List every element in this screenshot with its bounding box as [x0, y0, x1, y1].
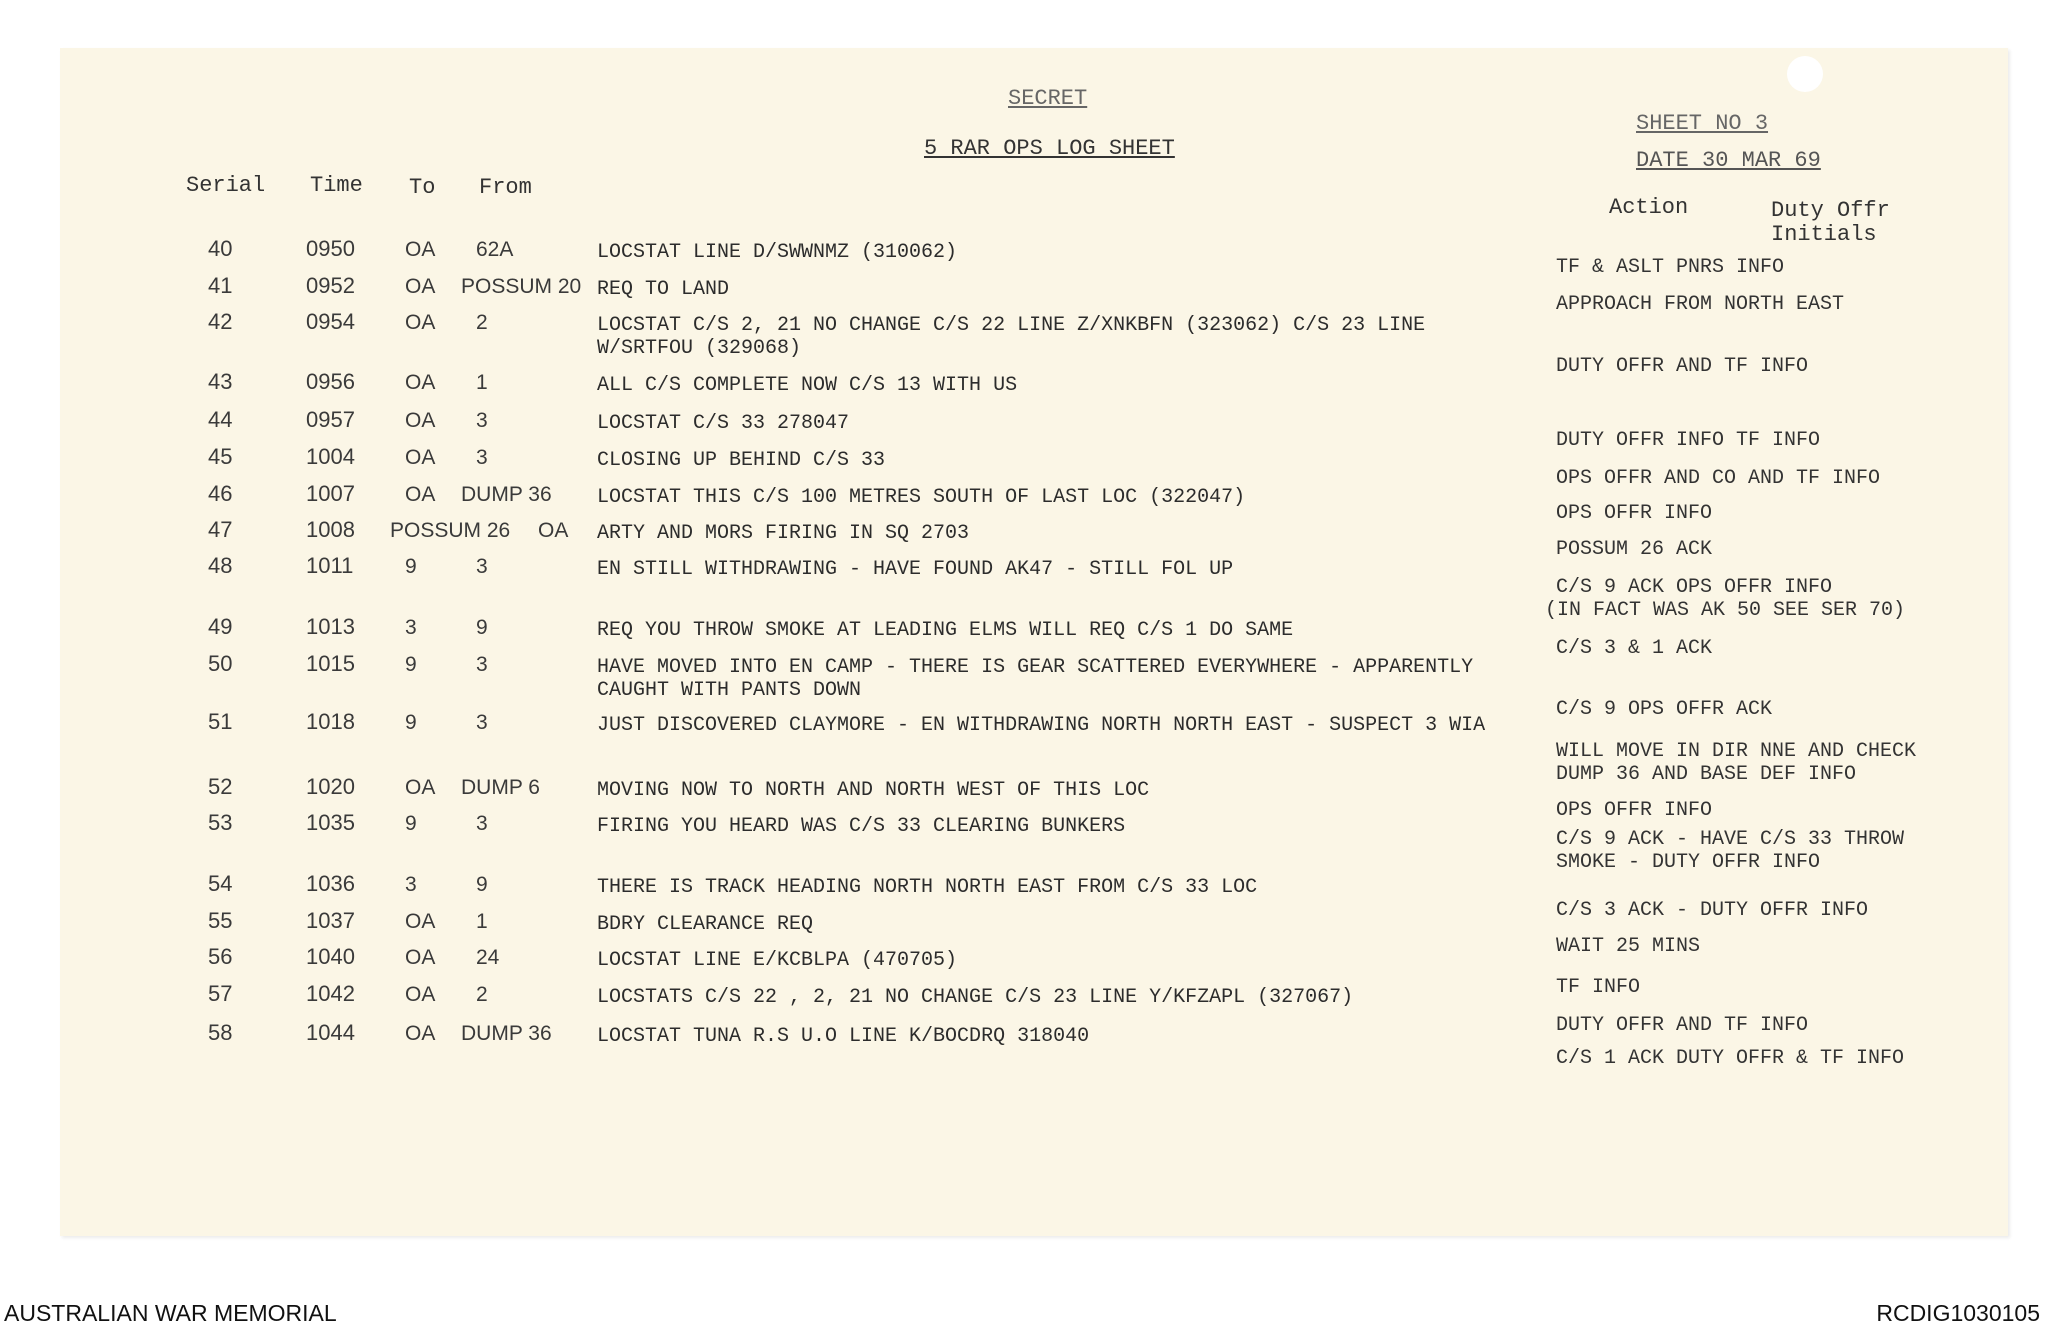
entry-action: DUTY OFFR AND TF INFO	[1556, 1014, 1809, 1037]
entry-action: C/S 9 OPS OFFR ACK	[1556, 698, 1773, 721]
entry-serial: 51	[208, 709, 233, 734]
entry-from: 3	[476, 446, 488, 469]
entry-serial: 53	[208, 810, 233, 835]
entry-time: 1037	[306, 908, 355, 933]
entry-time: 1008	[306, 517, 355, 542]
entry-message: JUST DISCOVERED CLAYMORE - EN WITHDRAWING NORTH NORTH EAST - SUSPECT 3 WIA	[597, 714, 1486, 737]
entry-serial: 54	[208, 871, 233, 896]
column-header-serial: Serial	[186, 173, 266, 198]
punch-hole	[1787, 56, 1823, 92]
entry-serial: 47	[208, 517, 233, 542]
entry-serial: 58	[208, 1020, 233, 1045]
classification-heading: SECRET	[1008, 86, 1088, 111]
entry-to: 3	[405, 616, 417, 639]
entry-message: FIRING YOU HEARD WAS C/S 33 CLEARING BUNKERS	[597, 815, 1126, 838]
entry-action: C/S 1 ACK DUTY OFFR & TF INFO	[1556, 1047, 1905, 1070]
entry-message: REQ TO LAND	[597, 278, 730, 301]
entry-serial: 55	[208, 908, 233, 933]
entry-time: 1015	[306, 651, 355, 676]
entry-to: OA	[405, 1022, 436, 1045]
entry-time: 0950	[306, 236, 355, 261]
entry-from: 9	[476, 873, 488, 896]
entry-time: 0956	[306, 369, 355, 394]
entry-to: OA	[405, 946, 436, 969]
entry-serial: 43	[208, 369, 233, 394]
entry-action: C/S 3 & 1 ACK	[1556, 637, 1713, 660]
entry-from: 2	[476, 311, 488, 334]
entry-serial: 49	[208, 614, 233, 639]
entry-time: 1013	[306, 614, 355, 639]
footer-reference: RCDIG1030105	[1876, 1300, 2040, 1326]
entry-message: ARTY AND MORS FIRING IN SQ 2703	[597, 522, 970, 545]
entry-to: OA	[405, 371, 436, 394]
entry-from: 3	[476, 653, 488, 676]
entry-serial: 45	[208, 444, 233, 469]
entry-message: ALL C/S COMPLETE NOW C/S 13 WITH US	[597, 374, 1018, 397]
entry-from: DUMP 36	[461, 483, 552, 506]
entry-serial: 52	[208, 774, 233, 799]
entry-message: LOCSTAT TUNA R.S U.O LINE K/BOCDRQ 318040	[597, 1025, 1090, 1048]
entry-time: 0952	[306, 273, 355, 298]
document-title: 5 RAR OPS LOG SHEET	[924, 136, 1175, 161]
entry-time: 1040	[306, 944, 355, 969]
entry-from: DUMP 6	[461, 776, 540, 799]
entry-action: WAIT 25 MINS	[1556, 935, 1701, 958]
entry-action: WILL MOVE IN DIR NNE AND CHECK	[1556, 740, 1917, 763]
entry-serial: 44	[208, 407, 233, 432]
entry-from: 9	[476, 616, 488, 639]
entry-serial: 57	[208, 981, 233, 1006]
entry-from: 24	[476, 946, 500, 969]
entry-message: LOCSTAT C/S 33 278047	[597, 412, 850, 435]
entry-to: OA	[405, 238, 436, 261]
entry-action: DUTY OFFR INFO TF INFO	[1556, 429, 1821, 452]
entry-message: LOCSTAT THIS C/S 100 METRES SOUTH OF LAST LOC (322047)	[597, 486, 1246, 509]
entry-to: 9	[405, 555, 417, 578]
entry-message: CAUGHT WITH PANTS DOWN	[597, 679, 862, 702]
entry-action: APPROACH FROM NORTH EAST	[1556, 293, 1845, 316]
entry-message: MOVING NOW TO NORTH AND NORTH WEST OF THIS LOC	[597, 779, 1150, 802]
entry-action: (IN FACT WAS AK 50 SEE SER 70)	[1545, 599, 1906, 622]
entry-time: 1004	[306, 444, 355, 469]
entry-to: OA	[405, 910, 436, 933]
entry-from: 3	[476, 812, 488, 835]
entry-action: OPS OFFR INFO	[1556, 502, 1713, 525]
entry-message: W/SRTFOU (329068)	[597, 337, 802, 360]
entry-action: OPS OFFR AND CO AND TF INFO	[1556, 467, 1881, 490]
entry-to: 3	[405, 873, 417, 896]
entry-from: 62A	[476, 238, 514, 261]
entry-time: 1036	[306, 871, 355, 896]
entry-time: 0957	[306, 407, 355, 432]
entry-action: TF & ASLT PNRS INFO	[1556, 256, 1785, 279]
entry-to: OA	[405, 446, 436, 469]
entry-time: 1020	[306, 774, 355, 799]
entry-action: C/S 9 ACK - HAVE C/S 33 THROW	[1556, 828, 1905, 851]
entry-to: OA	[405, 776, 436, 799]
entry-message: REQ YOU THROW SMOKE AT LEADING ELMS WILL REQ C/S 1 DO SAME	[597, 619, 1294, 642]
entry-from: 3	[476, 409, 488, 432]
entry-to: OA	[405, 983, 436, 1006]
entry-serial: 40	[208, 236, 233, 261]
column-header-time: Time	[310, 173, 363, 198]
entry-message: LOCSTAT LINE E/KCBLPA (470705)	[597, 949, 958, 972]
entry-action: OPS OFFR INFO	[1556, 799, 1713, 822]
column-header-from: From	[479, 175, 532, 200]
entry-to: 9	[405, 812, 417, 835]
entry-to: OA	[405, 483, 436, 506]
entry-action: C/S 3 ACK - DUTY OFFR INFO	[1556, 899, 1869, 922]
entry-message: LOCSTATS C/S 22 , 2, 21 NO CHANGE C/S 23 LINE Y/KFZAPL (327067)	[597, 986, 1354, 1009]
entry-to: OA	[405, 275, 436, 298]
entry-action: POSSUM 26 ACK	[1556, 538, 1713, 561]
column-header-to: To	[409, 175, 436, 200]
entry-from: OA	[538, 519, 569, 542]
entry-action: TF INFO	[1556, 976, 1641, 999]
column-header-action: Action	[1609, 195, 1689, 220]
entry-action: DUMP 36 AND BASE DEF INFO	[1556, 763, 1857, 786]
entry-to: 9	[405, 711, 417, 734]
entry-from: 1	[476, 910, 488, 933]
column-header-initials: Initials	[1771, 222, 1877, 247]
entry-from: DUMP 36	[461, 1022, 552, 1045]
entry-message: LOCSTAT C/S 2, 21 NO CHANGE C/S 22 LINE Z/XNKBFN (323062) C/S 23 LINE	[597, 314, 1426, 337]
entry-from: 3	[476, 555, 488, 578]
entry-to: OA	[405, 409, 436, 432]
entry-serial: 42	[208, 309, 233, 334]
entry-from: 1	[476, 371, 488, 394]
entry-serial: 46	[208, 481, 233, 506]
entry-to: POSSUM 26	[390, 519, 511, 542]
column-header-duty-offr: Duty Offr	[1771, 198, 1890, 223]
entry-to: OA	[405, 311, 436, 334]
entry-from: 3	[476, 711, 488, 734]
entry-time: 0954	[306, 309, 355, 334]
entry-message: THERE IS TRACK HEADING NORTH NORTH EAST FROM C/S 33 LOC	[597, 876, 1258, 899]
entry-time: 1011	[306, 553, 354, 578]
entry-to: 9	[405, 653, 417, 676]
entry-time: 1035	[306, 810, 355, 835]
entry-serial: 48	[208, 553, 233, 578]
entry-serial: 41	[208, 273, 233, 298]
entry-message: LOCSTAT LINE D/SWWNMZ (310062)	[597, 241, 958, 264]
entry-action: SMOKE - DUTY OFFR INFO	[1556, 851, 1821, 874]
entry-time: 1044	[306, 1020, 355, 1045]
entry-message: CLOSING UP BEHIND C/S 33	[597, 449, 886, 472]
entry-action: DUTY OFFR AND TF INFO	[1556, 355, 1809, 378]
entry-serial: 56	[208, 944, 233, 969]
entry-action: C/S 9 ACK OPS OFFR INFO	[1556, 576, 1833, 599]
entry-message: HAVE MOVED INTO EN CAMP - THERE IS GEAR SCATTERED EVERYWHERE - APPARENTLY	[597, 656, 1474, 679]
entry-serial: 50	[208, 651, 233, 676]
entry-from: POSSUM 20	[461, 275, 582, 298]
entry-time: 1018	[306, 709, 355, 734]
entry-from: 2	[476, 983, 488, 1006]
entry-time: 1007	[306, 481, 355, 506]
entry-message: BDRY CLEARANCE REQ	[597, 913, 814, 936]
sheet-number: SHEET NO 3	[1636, 111, 1769, 136]
entry-message: EN STILL WITHDRAWING - HAVE FOUND AK47 - STILL FOL UP	[597, 558, 1234, 581]
sheet-date: DATE 30 MAR 69	[1636, 148, 1821, 173]
entry-time: 1042	[306, 981, 355, 1006]
footer-source: AUSTRALIAN WAR MEMORIAL	[4, 1300, 337, 1326]
